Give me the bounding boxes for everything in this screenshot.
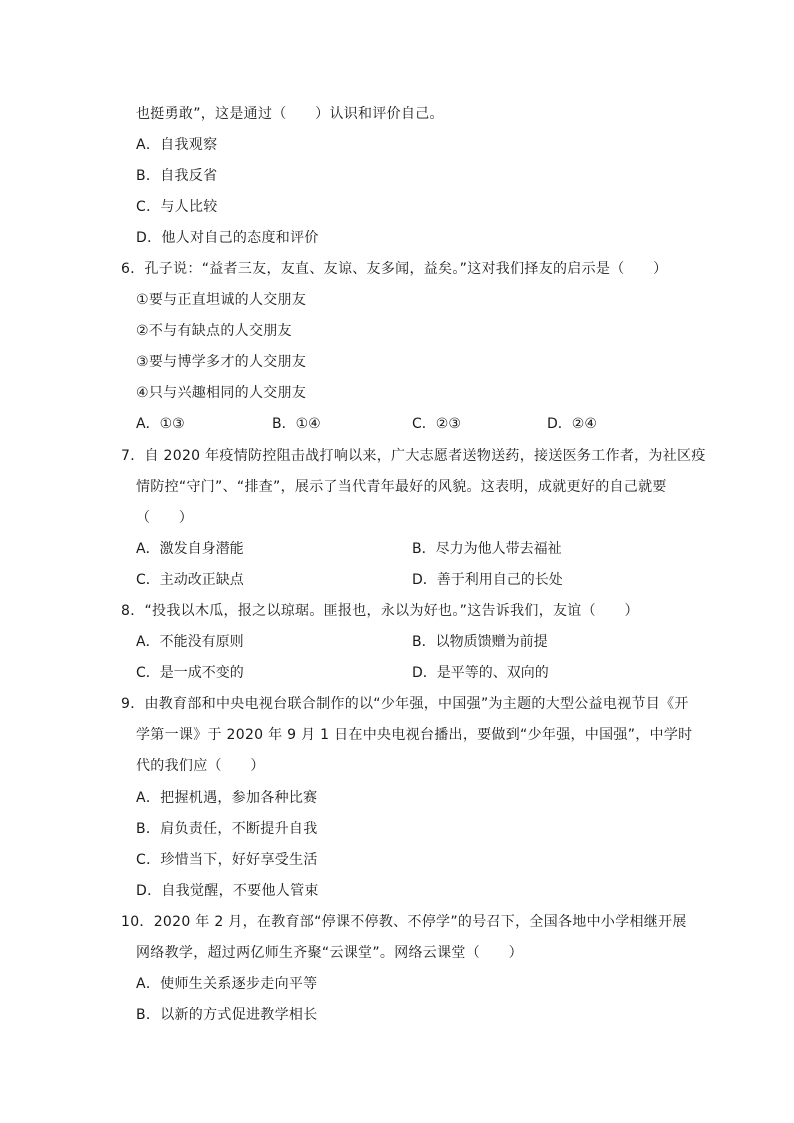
q10-option-b: B．以新的方式促进教学相长 [136,1007,318,1023]
q6-statement-2: ②不与有缺点的人交朋友 [136,323,292,339]
q8-option-a: A．不能没有原则 [136,634,244,650]
q8-option-b: B．以物质馈赠为前提 [412,634,548,650]
q5-option-a: A．自我观察 [136,137,218,153]
q6-option-a: A．①③ [136,416,185,432]
q6-option-c: C．②③ [412,416,461,432]
q9-stem-line-2: 学第一课》于 2020 年 9 月 1 日在中央电视台播出，要做到“少年强，中国强”，中学时 [136,727,693,743]
q7-option-d: D．善于利用自己的长处 [412,572,563,588]
q6-stem: 6．孔子说：“益者三友，友直、友谅、友多闻，益矣。”这对我们择友的启示是（ ） [121,261,668,277]
q9-option-c: C．珍惜当下，好好享受生活 [136,852,318,868]
q6-statement-4: ④只与兴趣相同的人交朋友 [136,385,307,401]
q9-option-b: B．肩负责任，不断提升自我 [136,821,318,837]
q7-option-b: B．尽力为他人带去福祉 [412,541,562,557]
q9-option-a: A．把握机遇，参加各种比赛 [136,790,318,806]
q6-statement-1: ①要与正直坦诚的人交朋友 [136,292,307,308]
q7-stem-line-1: 7．自 2020 年疫情防控阻击战打响以来，广大志愿者送物送药，接送医务工作者，为社区疫 [121,448,706,464]
q10-option-a: A．使师生关系逐步走向平等 [136,976,318,992]
q5-option-c: C．与人比较 [136,199,218,215]
q6-option-b: B．①④ [272,416,321,432]
q8-stem: 8．“投我以木瓜，报之以琼琚。匪报也，永以为好也。”这告诉我们，友谊（ ） [121,603,639,619]
q5-option-b: B．自我反省 [136,168,218,184]
q7-stem-line-3: （ ） [136,510,194,526]
q6-statement-3: ③要与博学多才的人交朋友 [136,354,307,370]
q8-option-c: C．是一成不变的 [136,665,244,681]
q5-stem-continuation: 也挺勇敢”，这是通过（ ）认识和评价自己。 [136,106,444,122]
q7-option-a: A．激发自身潜能 [136,541,244,557]
q10-stem-line-1: 10．2020 年 2 月，在教育部“停课不停教、不停学”的号召下，全国各地中小学相继开展 [121,914,687,930]
q6-option-d: D．②④ [547,416,597,432]
q5-option-d: D．他人对自己的态度和评价 [136,230,319,246]
q8-option-d: D．是平等的、双向的 [412,665,549,681]
q7-stem-line-2: 情防控“守门”、“排查”，展示了当代青年最好的风貌。这表明，成就更好的自己就要 [136,479,667,495]
q10-stem-line-2: 网络教学，超过两亿师生齐聚“云课堂”。网络云课堂（ ） [136,945,523,961]
q9-option-d: D．自我觉醒，不要他人管束 [136,883,319,899]
q7-option-c: C．主动改正缺点 [136,572,244,588]
q9-stem-line-1: 9．由教育部和中央电视台联合制作的以“少年强，中国强”为主题的大型公益电视节目《开 [121,696,689,712]
q9-stem-line-3: 代的我们应（ ） [136,758,265,774]
